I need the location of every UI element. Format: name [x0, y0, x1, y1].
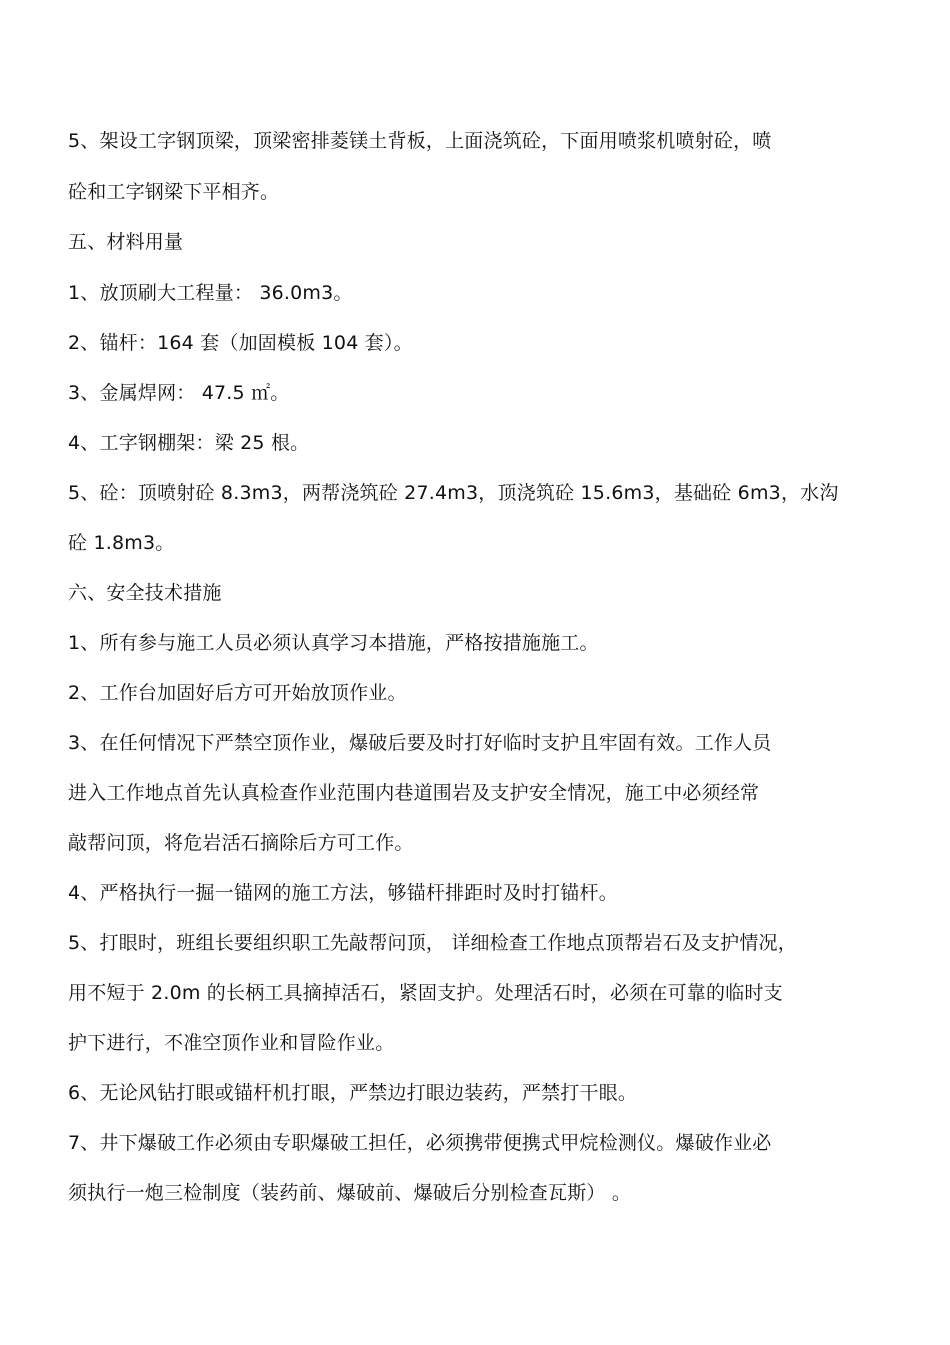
section-heading: 五、材料用量: [68, 231, 184, 253]
text-line: 5、砼：顶喷射砼 8.3m3，两帮浇筑砼 27.4m3，顶浇筑砼 15.6m3，基础砼 6m3，水沟: [68, 482, 839, 504]
text-line: 3、在任何情况下严禁空顶作业，爆破后要及时打好临时支护且牢固有效。工作人员: [68, 732, 772, 754]
text-line: 4、工字钢棚架：梁 25 根。: [68, 432, 310, 454]
text-line: 须执行一炮三检制度（装药前、爆破前、爆破后分别检查瓦斯） 。: [68, 1182, 632, 1204]
text-line: 护下进行，不准空顶作业和冒险作业。: [68, 1032, 395, 1054]
text-line: 砼 1.8m3。: [68, 532, 175, 554]
text-line: 1、所有参与施工人员必须认真学习本措施，严格按措施施工。: [68, 632, 599, 654]
text-line: 敲帮问顶，将危岩活石摘除后方可工作。: [68, 832, 414, 854]
text-line: 6、无论风钻打眼或锚杆机打眼，严禁边打眼边装药，严禁打干眼。: [68, 1082, 638, 1104]
text-line: 用不短于 2.0m 的长柄工具摘掉活石，紧固支护。处理活石时，必须在可靠的临时支: [68, 982, 783, 1004]
text-line: 2、锚杆：164 套（加固模板 104 套）。: [68, 332, 413, 354]
text-line: 砼和工字钢梁下平相齐。: [68, 181, 280, 203]
text-line: 4、严格执行一掘一锚网的施工方法，够锚杆排距时及时打锚杆。: [68, 882, 618, 904]
text-line: 5、架设工字钢顶梁，顶梁密排菱镁土背板，上面浇筑砼，下面用喷浆机喷射砼，喷: [68, 130, 772, 152]
text-line: 7、井下爆破工作必须由专职爆破工担任，必须携带便携式甲烷检测仪。爆破作业必: [68, 1132, 772, 1154]
text-line: 1、放顶刷大工程量： 36.0m3。: [68, 282, 353, 304]
text-line: 3、金属焊网： 47.5 ㎡。: [68, 382, 290, 404]
section-heading: 六、安全技术措施: [68, 582, 222, 604]
text-line: 2、工作台加固好后方可开始放顶作业。: [68, 682, 407, 704]
text-line: 进入工作地点首先认真检查作业范围内巷道围岩及支护安全情况，施工中必须经常: [68, 782, 760, 804]
text-line: 5、打眼时，班组长要组织职工先敲帮问顶， 详细检查工作地点顶帮岩石及支护情况，: [68, 932, 797, 954]
